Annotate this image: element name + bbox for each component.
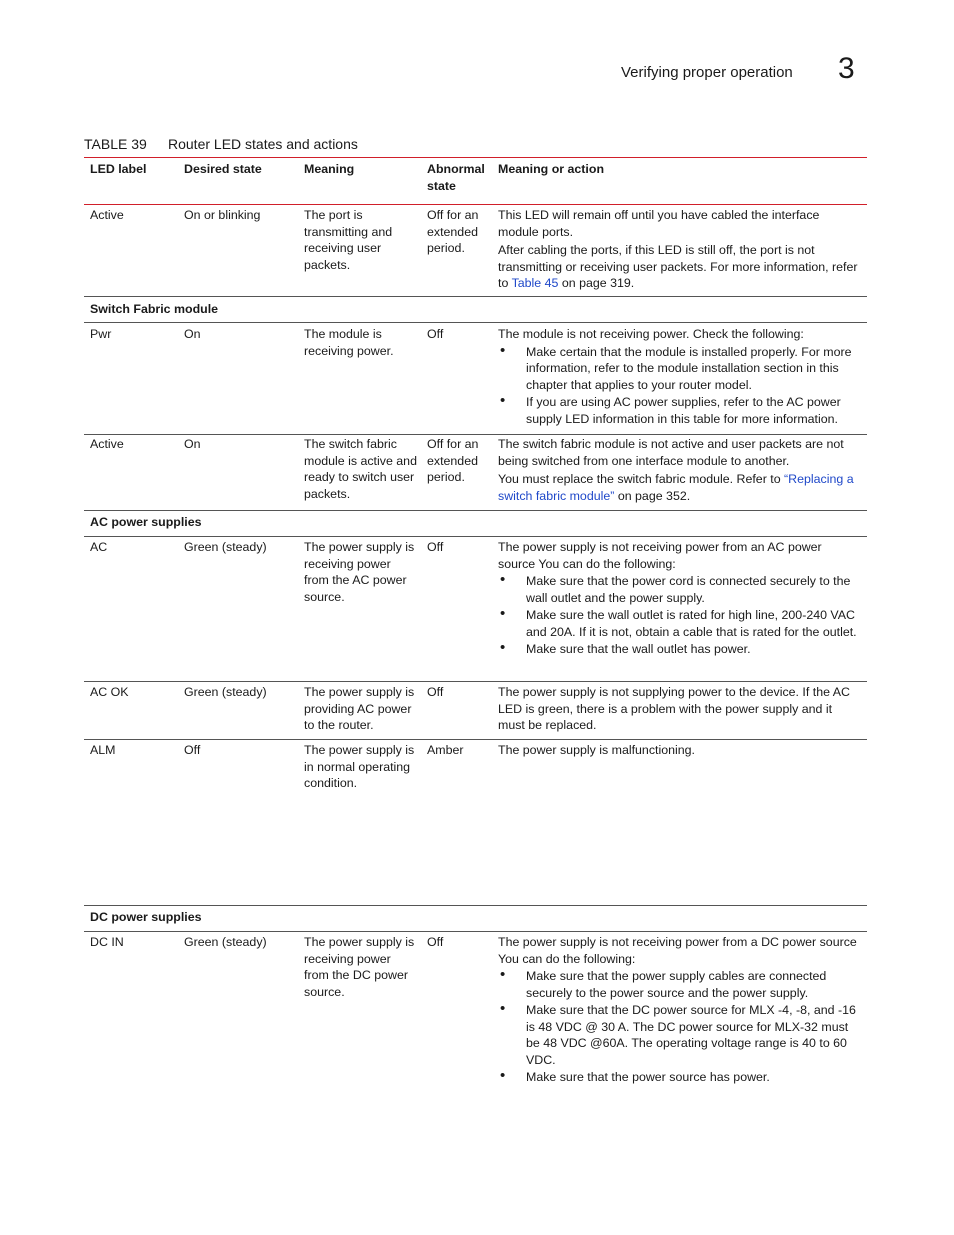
cell-meaning: The power supply is receiving power from the AC power source.	[304, 540, 415, 604]
cell-action	[498, 207, 860, 292]
cell-meaning: The module is receiving power.	[304, 327, 394, 358]
cell-meaning: The power supply is receiving power from the DC power source.	[304, 935, 415, 999]
bullet-item: • Make sure that the DC power source for MLX -4, -8, and -16 is 48 VDC @ 30 A. The DC power source for MLX-32 must be 48 VDC @60A. The operating voltage range is 40 to 60 VDC.	[498, 1002, 864, 1068]
cell-action	[498, 742, 860, 759]
section-heading-dc-power: DC power supplies	[90, 910, 202, 924]
action-paragraph	[498, 471, 860, 504]
cell-abnormal-state: Amber	[427, 743, 464, 757]
column-header-led-label: LED label	[90, 162, 147, 176]
row-divider	[84, 322, 867, 323]
action-text: After cabling the ports, if this LED is still off, the port is not transmitting or receiving user packets. For more information, refer to	[498, 243, 858, 290]
cell-abnormal-state: Off for an extended period.	[427, 208, 479, 255]
cell-abnormal-state: Off	[427, 935, 444, 949]
cell-action	[498, 934, 864, 1086]
action-paragraph: The module is not receiving power. Check the following:	[498, 327, 804, 341]
cell-led-label: AC	[90, 540, 108, 554]
action-paragraph: The power supply is malfunctioning.	[498, 743, 695, 757]
row-divider	[84, 681, 867, 682]
action-text: You must replace the switch fabric module. Refer to	[498, 472, 785, 486]
bullet-item: • If you are using AC power supplies, refer to the AC power supply LED information in this table for more information.	[498, 394, 860, 427]
section-heading-switch-fabric: Switch Fabric module	[90, 302, 219, 316]
cell-abnormal-state: Off	[427, 540, 444, 554]
table-45-link[interactable]: Table 45	[511, 276, 559, 290]
cell-desired-state: Off	[184, 743, 201, 757]
cell-action	[498, 539, 860, 658]
bullet-item: • Make certain that the module is installed properly. For more information, refer to the module installation section in this chapter that applies to your router model.	[498, 344, 860, 394]
column-header-meaning-or-action: Meaning or action	[498, 162, 605, 176]
cell-meaning: The switch fabric module is active and ready to switch user packets.	[304, 437, 417, 501]
cell-desired-state: Green (steady)	[184, 935, 267, 949]
running-header-title: Verifying proper operation	[621, 64, 793, 81]
cell-action	[498, 684, 860, 734]
row-divider	[84, 434, 867, 435]
row-divider	[84, 739, 867, 740]
cell-led-label: AC OK	[90, 685, 129, 699]
action-paragraph: The switch fabric module is not active and user packets are not being switched from one interface module to another.	[498, 437, 844, 468]
row-divider	[84, 931, 867, 932]
cell-meaning: The port is transmitting and receiving user packets.	[304, 208, 393, 272]
cell-led-label: Active	[90, 208, 124, 222]
cell-action	[498, 436, 860, 504]
bullet-item: • Make sure that the power cord is connected securely to the wall outlet and the power supply.	[498, 573, 860, 606]
header-bottom-rule	[84, 204, 867, 205]
action-paragraph: The power supply is not supplying power to the device. If the AC LED is green, there is a problem with the power supply and it must be replaced.	[498, 685, 850, 732]
cell-desired-state: On or blinking	[184, 208, 261, 222]
row-divider	[84, 536, 867, 537]
cell-desired-state: On	[184, 327, 201, 341]
bullet-item: • Make sure that the wall outlet has power.	[498, 641, 860, 658]
cell-abnormal-state: Off	[427, 685, 444, 699]
cell-desired-state: Green (steady)	[184, 540, 267, 554]
action-paragraph: The power supply is not receiving power from a DC power source You can do the following:	[498, 935, 857, 966]
column-header-abnormal-state: Abnormal state	[427, 162, 485, 193]
cell-action	[498, 326, 860, 427]
column-header-desired-state: Desired state	[184, 162, 262, 176]
column-header-meaning: Meaning	[304, 162, 355, 176]
row-divider	[84, 296, 867, 297]
action-paragraph: This LED will remain off until you have cabled the interface module ports.	[498, 208, 820, 239]
cell-abnormal-state: Off for an extended period.	[427, 437, 479, 484]
cell-led-label: Pwr	[90, 327, 112, 341]
cell-led-label: ALM	[90, 743, 116, 757]
bullet-item: • Make sure the wall outlet is rated for high line, 200-240 VAC and 20A. If it is not, obtain a cable that is rated for the outlet.	[498, 607, 860, 640]
row-divider	[84, 905, 867, 906]
cell-desired-state: On	[184, 437, 201, 451]
cell-meaning: The power supply is providing AC power to the router.	[304, 685, 415, 732]
table-title: Router LED states and actions	[168, 136, 358, 152]
table-label: TABLE 39	[84, 136, 147, 152]
cell-led-label: Active	[90, 437, 124, 451]
action-paragraph: The power supply is not receiving power from an AC power source You can do the following:	[498, 540, 822, 571]
bullet-item: • Make sure that the power supply cables are connected securely to the power source and the power supply.	[498, 968, 864, 1001]
action-text: on page 319.	[558, 276, 635, 290]
chapter-number: 3	[838, 52, 855, 85]
section-heading-ac-power: AC power supplies	[90, 515, 202, 529]
cell-meaning: The power supply is in normal operating condition.	[304, 743, 415, 790]
action-text: on page 352.	[614, 488, 691, 503]
table-caption	[84, 136, 358, 152]
table-top-rule	[84, 157, 867, 158]
cell-led-label: DC IN	[90, 935, 124, 949]
bullet-item: • Make sure that the power source has power.	[498, 1069, 864, 1086]
cell-desired-state: Green (steady)	[184, 685, 267, 699]
replacing-switch-fabric-link[interactable]: “Replacing a switch fabric module”	[498, 472, 854, 503]
row-divider	[84, 510, 867, 511]
cell-abnormal-state: Off	[427, 327, 444, 341]
action-paragraph	[498, 242, 860, 292]
